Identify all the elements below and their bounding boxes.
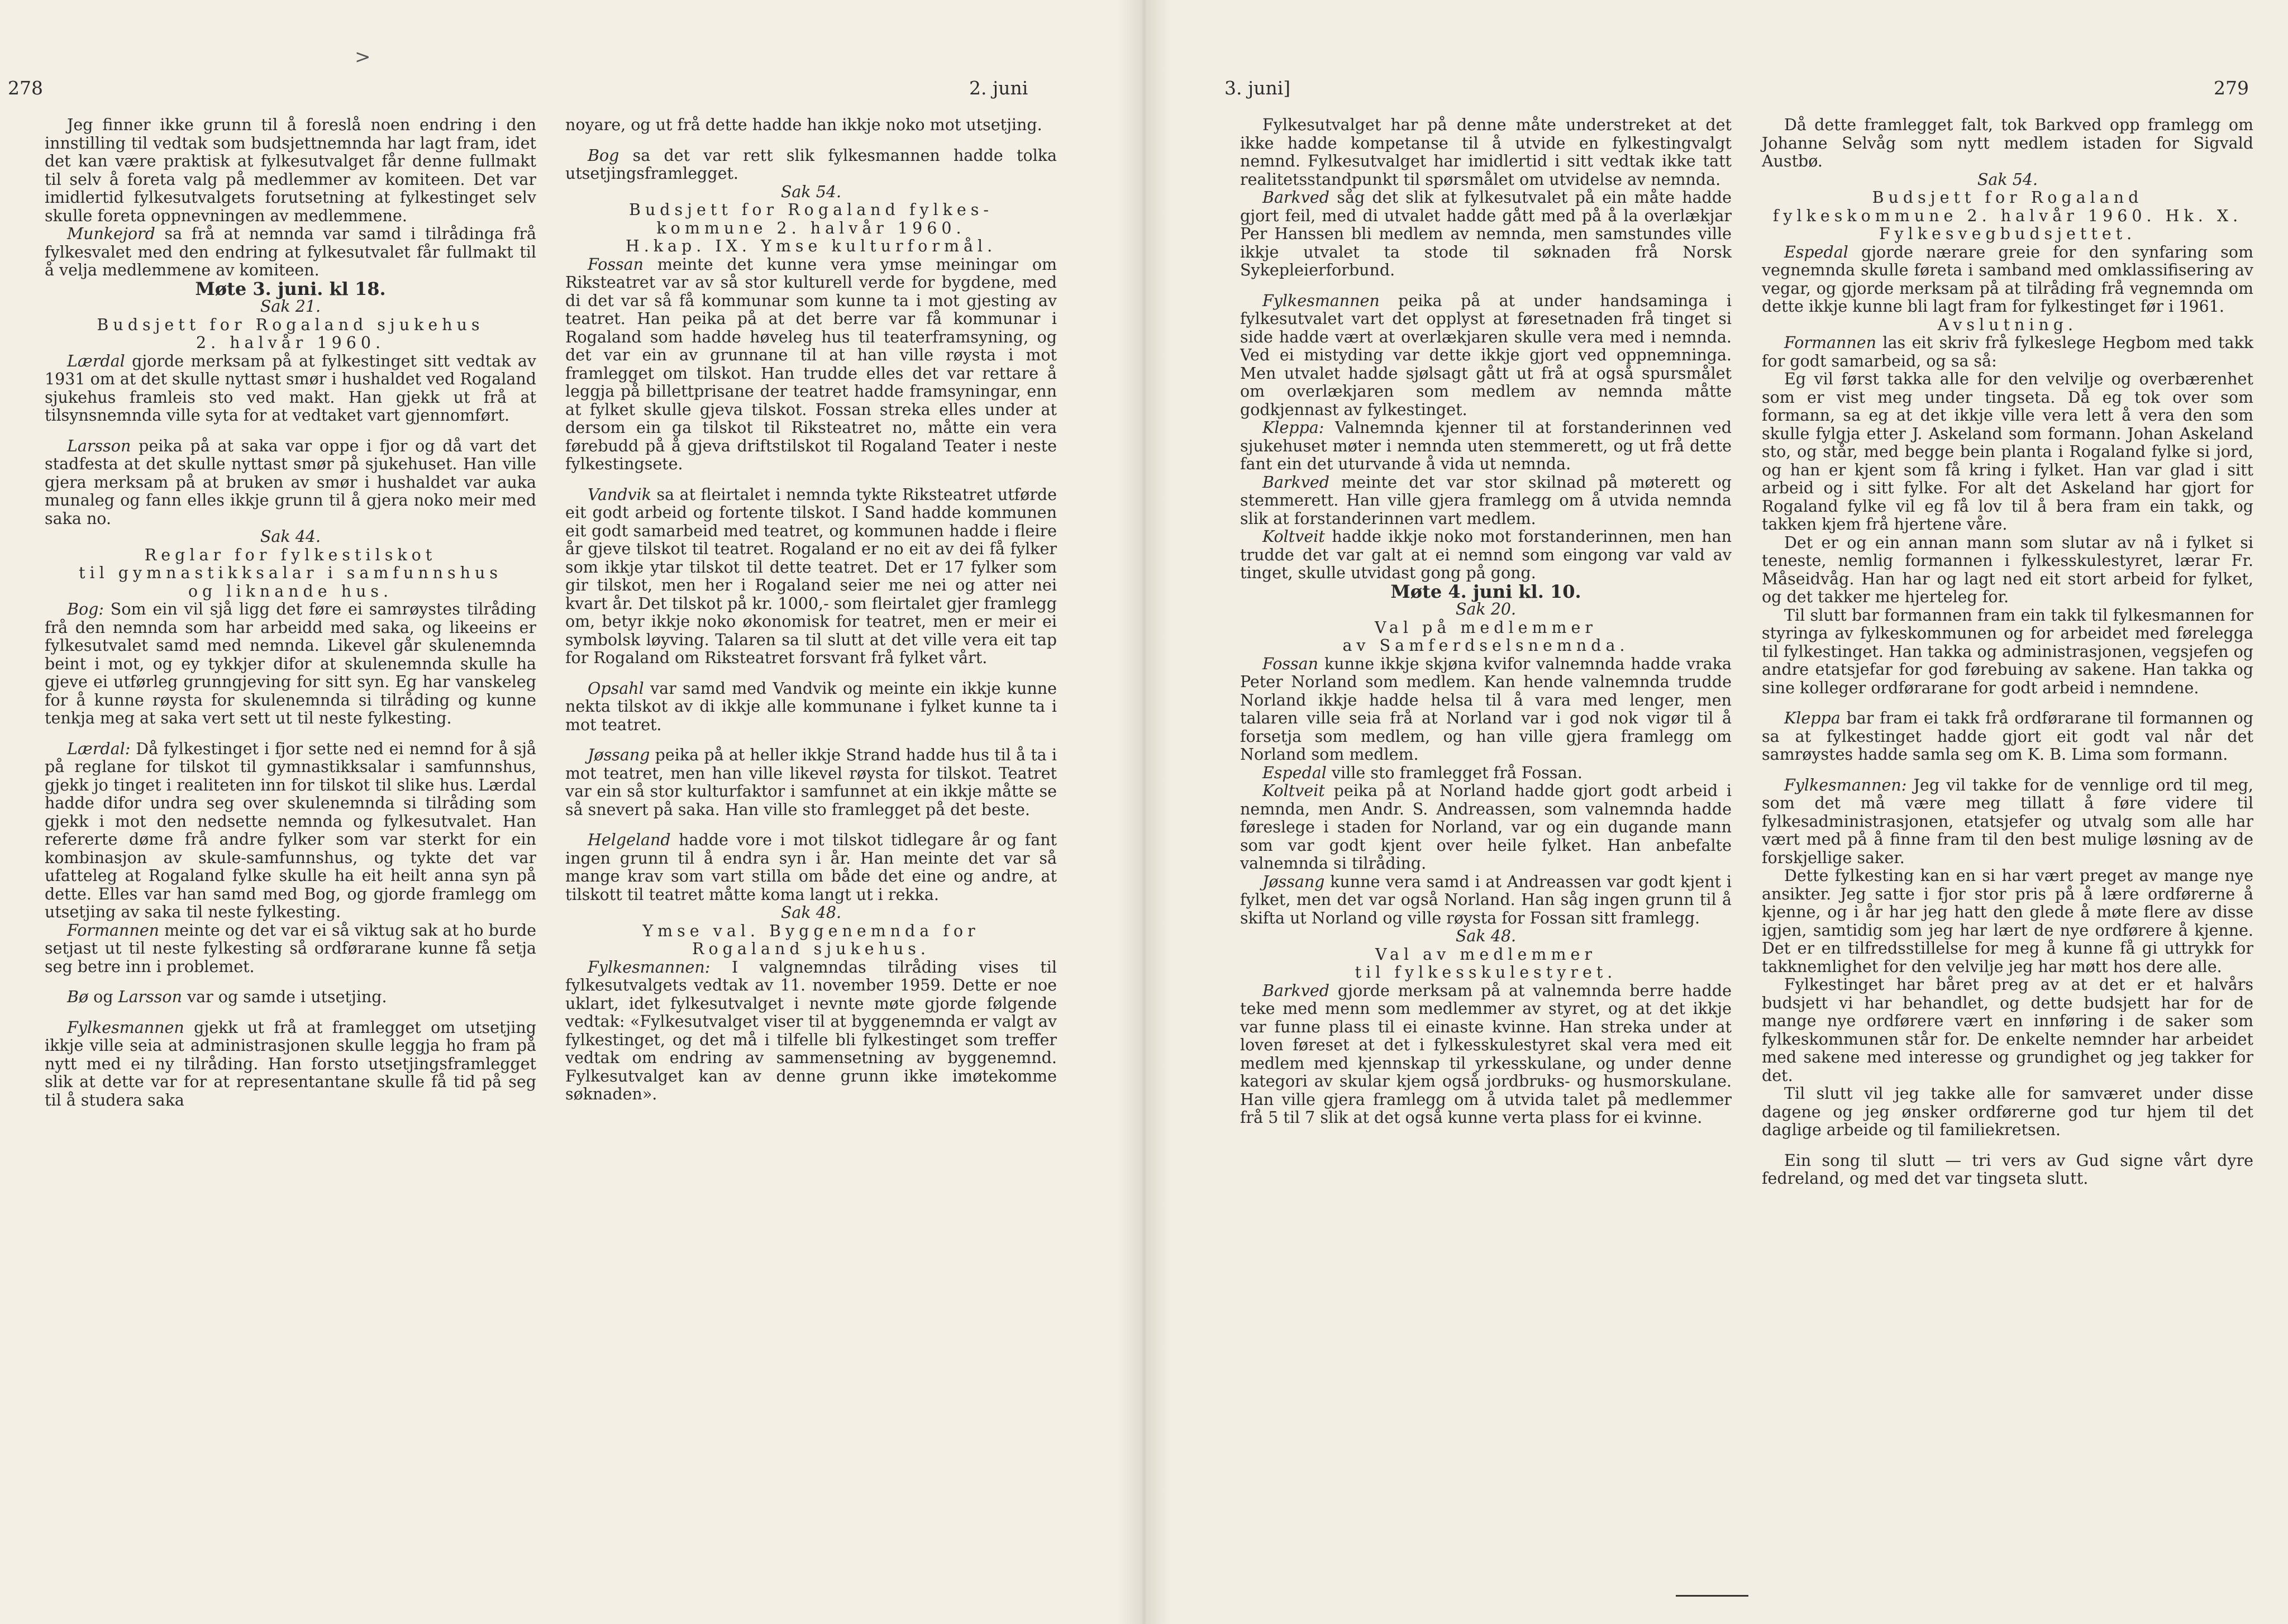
speaker-name: Bog:: [67, 600, 104, 618]
paragraph: [565, 256, 1057, 474]
paragraph-text: hadde vore i mot tilskot tidlegare år og fant ingen grunn til å endra syn i år. Han meinte det var så mange krav som vart stilla om både det eine og andre, at tilskott til teatret måtte koma langt ut i rekka.: [565, 831, 1057, 904]
paragraph: [1762, 244, 2253, 316]
paragraph: [1762, 334, 2253, 370]
speaker-name: Formannen: [67, 921, 159, 940]
left-page-column-1: [45, 116, 536, 1109]
paragraph-text: Dette fylkesting kan en si har vært preget av mange nye ansikter. Jeg satte i fjor stor pris på å lære ordførerne å kjenne, og i år har jeg hatt den glede å møte flere av disse igjen, samtidig som jeg har lært de nye ordførere å kjenne. Det er en tilfredsstillelse for meg å kunne få gi uttrykk for takknemlighet for den velvilje jeg har møtt hos dere alle.: [1762, 866, 2253, 976]
speaker-name: Barkved: [1262, 188, 1330, 207]
paragraph: [1762, 867, 2253, 976]
paragraph: [1240, 782, 1732, 873]
case-title-line: Reglar for fylkestilskot: [144, 545, 437, 564]
paragraph-text: gjorde merksam på at fylkestinget sitt vedtak av 1931 om at det skulle nyttast smør i hushaldet ved Rogaland sjukehus framleis sto ved makt. Han gjekk ut frå at tilsynsnemnda ville syta for at vedtaket vart gjennomført.: [45, 351, 536, 425]
speaker-name: Koltveit: [1262, 782, 1325, 800]
paragraph-text: meinte det kunne vera ymse meiningar om Riksteatret var av så stor kulturell verde for bygdene, med di det var så få kommunar som kunne ta i mot gjesting av teatret. Han peika på at det berre var få kommunar i Rogaland som hadde høveleg hus til teaterframsyning, og det var ein av grunnane til at han ville røysta i mot framlegget om tilskot. Han trudde elles det var rettare å leggja på billettprisane der teatret hadde framsyningar, enn at fylket skulle gjeva tilskot. Fossan streka elles under at dersom ein ga tilskot til Riksteatret no, måtte ein vera førebudd på å gjeva driftstilskot til Rogaland Teater i neste fylkestingsete.: [565, 255, 1057, 473]
paragraph: [1762, 976, 2253, 1085]
speaker-name: Fylkesmannen:: [588, 958, 711, 977]
paragraph-text: ville sto framlegget frå Fossan.: [1326, 763, 1582, 782]
paragraph-text: gjorde nærare greie for den synfaring som vegnemnda skulle føreta i samband med omklassifisering av vegar, og gjorde merksam på at tilråding frå vegnemnda om dette ikkje kunne bli lagt fram for fylkestinget før i 1961.: [1762, 242, 2253, 316]
paragraph-text: noyare, og ut frå dette hadde han ikkje noko mot utsetjing.: [565, 116, 1042, 134]
paragraph-text: var samd med Vandvik og meinte ein ikkje kunne nekta tilskot av di ikkje alle kommunane i fylket kunne ta i mot teatret.: [565, 679, 1057, 734]
paragraph-text: meinte og det var ei så viktug sak at ho burde setjast ut til neste fylkesting så ordførarane kunne få setja seg betre inn i problemet.: [45, 921, 536, 976]
case-title-line: og liknande hus.: [188, 582, 393, 601]
speaker-name: Helgeland: [588, 831, 671, 849]
case-number: Sak 54.: [780, 182, 842, 201]
paragraph-text: Som ein vil sjå ligg det føre ei samrøystes tilråding frå den nemnda som har arbeidd med saka, og likeeins er fylkesutvalet samd med nemnda. Likevel går skulenemnda beint i mot, og ey tykkjer difor at skulenemnda skulle ha gjeve ei utførleg grunngjeving for sitt syn. Eg har vanskeleg for å kunne røysta for skulenemnda si tilråding og kunne tenkja meg at saka vert sett ut til neste fylkesting.: [45, 600, 536, 727]
paragraph: [1762, 607, 2253, 698]
speaker-name: Kleppa:: [1262, 418, 1324, 437]
case-title-line: til gymnastikksalar i samfunnshus: [79, 564, 502, 582]
case-title-line: til fylkesskulestyret.: [1355, 963, 1617, 982]
paragraph: [1762, 1085, 2253, 1140]
paragraph-text: Då fylkestinget i fjor sette ned ei nemnd for å sjå på reglane for tilskot til gymnastikksalar i samfunnshus, gjekk jo tinget i realiteten inn for tilskot til slike hus. Lærdal hadde difor undra seg over skulenemnda si tilråding som gjekk i mot den nedsette nemnda og fylkesutvalet. Han refererte døme frå andre fylker som var sterkt for ein kombinasjon av skule-samfunnshus, og tykte det var ufatteleg at Rogaland fylke skulle ha eit heilt anna syn på dette. Elles var han samd med Bog, og gjorde framlegg om utsetjing av saka til neste fylkesting.: [45, 739, 536, 921]
speaker-name: Fossan: [1262, 654, 1318, 673]
speaker-name: Jøssang: [1262, 872, 1325, 891]
paragraph: [1240, 292, 1732, 420]
paragraph: [1240, 419, 1732, 474]
paragraph: [565, 831, 1057, 904]
speaker-name: Vandvik: [588, 485, 652, 504]
speaker-name: Jøssang: [588, 746, 650, 764]
paragraph: [1240, 982, 1732, 1127]
speaker-name: Kleppa: [1784, 709, 1841, 727]
paragraph-text: Fylkestinget har båret preg av at det er et halvårs budsjett vi har behandlet, og dette budsjett har for de mange nye ordførere vært en innføring i de saker som fylkeskommunen står for. De enkelte nemnder har arbeidet med sakene med interesse og grundighet og jeg takker for det.: [1762, 975, 2253, 1085]
speaker-name: Larsson: [118, 988, 182, 1006]
paragraph: [1762, 534, 2253, 607]
case-title-line: Fylkesvegbudsjettet.: [1879, 225, 2137, 243]
speaker-name: Lærdal:: [67, 739, 131, 758]
paragraph: [45, 437, 536, 528]
paragraph: [1240, 189, 1732, 280]
paragraph: [565, 746, 1057, 819]
case-title-line: Val på medlemmer: [1374, 618, 1598, 637]
paragraph-text: Ein song til slutt — tri vers av Gud signe vårt dyre fedreland, og med det var tingseta slutt.: [1762, 1151, 2253, 1188]
speaker-name: Barkved: [1262, 981, 1330, 1000]
paragraph: [1240, 474, 1732, 528]
paragraph-text: Då dette framlegget falt, tok Barkved opp framlegg om Johanne Selvåg som nytt medlem istaden for Sigvald Austbø.: [1762, 116, 2253, 170]
paragraph: [1762, 370, 2253, 534]
speaker-name: Lærdal: [67, 351, 125, 370]
paragraph: [45, 116, 536, 225]
paragraph-text: sa at fleirtalet i nemnda tykte Riksteatret utførde eit godt arbeid og fortente tilskot. I Sand hadde kommunen eit godt samarbeid med teatret, og kommunen hadde i fleire år gjeve tilskot til teatret. Rogaland er no eit av dei få fylker som ikkje ytar tilskot til dette teatret. Det er 17 fylker som gir tilskot, men her i Rogaland seier me nei og atter nei kvart år. Det tilskot på kr. 1000,- som fleirtalet gjer framlegg om, betyr ikkje noko økonomisk for teatret, men er meir ei symbolsk løyving. Talaren sa til slutt at det ville vera eit tap for Rogaland om Riksteatret forsvant frå fylket vårt.: [565, 485, 1057, 667]
speaker-name: Fylkesmannen: [67, 1018, 184, 1037]
paragraph: [1240, 528, 1732, 583]
paragraph: [45, 353, 536, 425]
paragraph: [1240, 873, 1732, 928]
case-title-line: 2. halvår 1960.: [196, 334, 385, 352]
meeting-heading: Møte 3. juni. kl 18.: [195, 278, 386, 299]
speaker-name: Fylkesmannen: [1262, 291, 1380, 310]
case-title-line: Ymse val. Byggenemnda for: [642, 921, 980, 940]
paragraph-text: bar fram ei takk frå ordførarane til formannen og sa at fylkestinget hadde gjort eit godt val når det samrøystes hadde samla seg om K. B. Lima som formann.: [1762, 709, 2253, 764]
paragraph-text: var og samde i utsetjing.: [182, 988, 387, 1006]
paragraph: [565, 959, 1057, 1104]
speaker-name: Munkejord: [67, 225, 155, 243]
right-page-column-1: [1240, 116, 1732, 1127]
paragraph-text: peika på at under handsaminga i fylkesutvalet vart det opplyst at føresetnaden frå tinget si side hadde vært at overlækjaren skulle vera med i nemnda. Ved ei mistyding var dette ikkje gjort ved oppnemninga. Men utvalet hadde sjølsagt gått ut frå at også spursmålet om overlækjaren som medlem av nemnda måtte godkjennast av fylkestinget.: [1240, 291, 1732, 419]
paragraph-text: gjekk ut frå at framlegget om utsetjing ikkje ville seia at administrasjonen skulle leggja ho fram på nytt med ei ny tilråding. Han forsto utsetjingsframlegget slik at dette var for at representantane skulle få tid på seg til å studera saka: [45, 1018, 536, 1109]
case-title-line: H.kap. IX. Ymse kulturformål.: [625, 237, 997, 255]
paragraph-text: peika på at Norland hadde gjort godt arbeid i nemnda, men Andr. S. Andreassen, som valnemnda hadde føreslege i staden for Norland, var og ein dugande mann som var godt kjent over heile fylket. Han anbefalte valnemnda si tilråding.: [1240, 782, 1732, 873]
paragraph: [45, 225, 536, 280]
margin-mark: >: [355, 46, 371, 68]
end-rule: [1676, 1595, 1748, 1597]
right-page-column-2: [1762, 116, 2253, 1188]
paragraph: [565, 116, 1057, 135]
paragraph-text: såg det slik at fylkesutvalet på ein måte hadde gjort feil, med di utvalet hadde gått med på å la overlækjar Per Hanssen bli medlem av nemnda, men samstundes ville ikkje utvalet ta stode til søknaden frå Norsk Sykepleierforbund.: [1240, 188, 1732, 279]
case-title-line: fylkeskommune 2. halvår 1960. Hk. X.: [1772, 206, 2243, 225]
paragraph-text: Fylkesutvalget har på denne måte understreket at det ikke hadde kompetanse til å utvide en fylkestingvalgt nemnd. Fylkesutvalget har imidlertid i sitt vedtak ikke tatt realitetsstandpunkt til spørsmålet om utvidelse av nemnda.: [1240, 116, 1732, 189]
paragraph-text: kunne ikkje skjøna kvifor valnemnda hadde vraka Peter Norland som medlem. Kan hende valnemnda trudde Norland ikkje hadde helsa til å vara med lenger, men talaren ville seia frå at Norland var i god nok vigør til å forsetja som medlem, og han ville gjera framlegg om Norland som medlem.: [1240, 654, 1732, 764]
speaker-name: Fossan: [588, 255, 644, 274]
paragraph: [565, 680, 1057, 735]
paragraph-text: gjorde merksam på at valnemnda berre hadde teke med menn som medlemmer av styret, og at det ikkje var funne plass til ei einaste kvinne. Han streka under at loven føreset at det i fylkesskulestyret skal vera med eit medlem med kjennskap til yrkesskulane, og under denne kategori av skular kjem også jordbruks- og husmorskulane. Han ville gjera framlegg om å utvida talet på medlemmer frå 5 til 7 slik at det også kunne verta plass for ei kvinne.: [1240, 981, 1732, 1127]
paragraph-text: Valnemnda kjenner til at forstanderinnen ved sjukehuset møter i nemnda uten stemmerett, og ut frå dette fant ein det uturvande å vida ut nemnda.: [1240, 418, 1732, 473]
paragraph: [1240, 655, 1732, 764]
paragraph-text: meinte det var stor skilnad på møterett og stemmerett. Han ville gjera framlegg om å utvida nemnda slik at forstanderinnen vart medlem.: [1240, 473, 1732, 528]
case-title-line: Avslutning.: [1937, 315, 2078, 334]
paragraph: [565, 486, 1057, 668]
book-gutter-shadow: [1117, 0, 1171, 1624]
paragraph: [1240, 764, 1732, 783]
page-number-right: 279: [2214, 77, 2249, 99]
case-number: Sak 20.: [1455, 600, 1517, 618]
paragraph-text: Til slutt bar formannen fram ein takk til fylkesmannen for styringa av fylkeskommunen og for arbeidet med førelegga til fylkestinget. Han takka og administrasjonen, vegsjefen og andre etatsjefar for god førebuing av sakene. Han takka og sine kolleger ordførarane for godt arbeid i nemndene.: [1762, 606, 2253, 697]
page-number-left: 278: [8, 77, 43, 99]
case-number: Sak 54.: [1977, 170, 2038, 189]
case-number: Sak 44.: [260, 527, 321, 546]
paragraph: [45, 922, 536, 977]
paragraph-text: Jeg vil takke for de vennlige ord til meg, som det må være meg tillatt å føre videre til fylkesadministrasjonen, etatsjefer og utvalg som alle har vært med på å finne fram til den best mulige løsning av de forskjellige saker.: [1762, 775, 2253, 867]
paragraph-text: I valgnemndas tilråding vises til fylkesutvalgets vedtak av 11. november 1959. Dette er noe uklart, idet fylkesutvalget i nevnte møte gjorde følgende vedtak: «Fylkesutvalget viser til at byggenemnda er valgt av fylkestinget, og det må i tilfelle bli fylkestinget som treffer vedtak om endring av sammensetning av byggenemnd. Fylkesutvalget kan av denne grunn ikke imøtekomme søknaden».: [565, 958, 1057, 1103]
paragraph-text: peika på at heller ikkje Strand hadde hus til å ta i mot teatret, men han ville likevel røysta for tilskot. Teatret var ein så stor kulturfaktor i samfunnet at ein ikkje måtte se så snevert på saka. Han ville sto framlegget på det beste.: [565, 746, 1057, 819]
paragraph: [1762, 709, 2253, 764]
running-head-left: 2. juni: [969, 77, 1028, 99]
case-title-line: kommune 2. halvår 1960.: [656, 218, 966, 237]
speaker-name: Bog: [588, 146, 619, 165]
speaker-name: Formannen: [1784, 334, 1876, 352]
paragraph: [45, 988, 536, 1007]
case-title-line: av Samferdselsnemnda.: [1342, 636, 1629, 655]
speaker-name: Koltveit: [1262, 527, 1325, 546]
speaker-name: Espedal: [1784, 242, 1848, 261]
paragraph-text: og: [88, 988, 118, 1006]
case-title-line: Budsjett for Rogaland sjukehus: [97, 315, 484, 334]
paragraph-text: las eit skriv frå fylkeslege Hegbom med takk for godt samarbeid, og sa så:: [1762, 334, 2253, 370]
speaker-name: Fylkesmannen:: [1784, 775, 1907, 794]
paragraph-text: hadde ikkje noko mot forstanderinnen, men han trudde det var galt at ei nemnd som eingong var vald av tinget, skulle utvidast gong på gong.: [1240, 527, 1732, 582]
left-page-column-2: [565, 116, 1057, 1104]
meeting-heading: Møte 4. juni kl. 10.: [1390, 580, 1581, 602]
paragraph: [1762, 777, 2253, 868]
paragraph-text: Eg vil først takka alle for den velvilje og overbærenhet som er vist meg under tingseta. Då eg tok over som formann, sa eg at det ikkje ville vera lett å vera den som skulle fylgja etter J. Askeland som formann. Johan Askeland sto, og står, med begge bein planta i Rogaland fylke si jord, og han er kjent som få kring i fylket. Han var glad i sitt arbeid og i sitt fylke. For alt det Askeland har gjort for Rogaland fylke vil eg få lov til å bera fram ein takk, og takken kjem frå hjertene våre.: [1762, 370, 2253, 534]
speaker-name: Bø: [67, 988, 89, 1006]
speaker-name: Barkved: [1262, 473, 1330, 492]
paragraph: [45, 601, 536, 728]
paragraph: [45, 740, 536, 922]
case-title-line: Budsjett for Rogaland: [1872, 188, 2143, 207]
paragraph-text: sa frå at nemnda var samd i tilrådinga frå fylkesvalet med den endring at fylkesutvalet får fullmakt til å velja medlemmene av komiteen.: [45, 225, 536, 279]
paragraph-text: Jeg finner ikke grunn til å foreslå noen endring i den innstilling til vedtak som budsjettnemnda har lagt fram, idet det kan være praktisk at fylkesutvalget får denne fullmakt til selv å foreta valg på medlemmer av komiteen. Det var imidlertid fylkesutvalgets forutsetning at fylkestinget selv skulle foreta oppnevningen av medlemmene.: [45, 116, 536, 225]
case-title-line: Val av medlemmer: [1375, 945, 1596, 964]
speaker-name: Opsahl: [588, 679, 644, 698]
case-title-line: Rogaland sjukehus.: [692, 940, 930, 958]
case-number: Sak 21.: [260, 297, 321, 316]
case-title-line: Budsjett for Rogaland fylkes-: [629, 201, 993, 219]
paragraph-text: kunne vera samd i at Andreassen var godt kjent i fylket, men det var også Norland. Han såg ingen grunn til å skifta ut Norland og ville røysta for Fossan sitt framlegg.: [1240, 872, 1732, 927]
paragraph-text: Det er og ein annan mann som slutar av nå i fylket si teneste, nemlig formannen i fylkesskulestyret, lærar Fr. Måseidvåg. Han har og lagt ned eit stort arbeid for fylket, og det takker me hjerteleg for.: [1762, 533, 2253, 606]
paragraph: [565, 147, 1057, 183]
right-page: [1144, 0, 2288, 1624]
speaker-name: Espedal: [1262, 763, 1327, 782]
paragraph: [1762, 116, 2253, 171]
paragraph: [45, 1019, 536, 1110]
case-number: Sak 48.: [780, 903, 842, 922]
paragraph-text: sa det var rett slik fylkesmannen hadde tolka utsetjingsframlegget.: [565, 146, 1057, 183]
speaker-name: Larsson: [67, 436, 131, 455]
paragraph-text: Til slutt vil jeg takke alle for samværet under disse dagene og jeg ønsker ordførerne god tur hjem til det daglige arbeide og til familiekretsen.: [1762, 1084, 2253, 1139]
running-head-right: 3. juni]: [1224, 77, 1291, 99]
paragraph-text: peika på at saka var oppe i fjor og då vart det stadfesta at det skulle nyttast smør på sjukehuset. Han ville gjera merksam på at bruken av smør i hushaldet var auka munaleg og fann elles ikkje grunn til å gjera noko meir med saka no.: [45, 436, 536, 528]
case-number: Sak 48.: [1455, 927, 1517, 945]
paragraph: [1240, 116, 1732, 189]
paragraph: [1762, 1152, 2253, 1188]
